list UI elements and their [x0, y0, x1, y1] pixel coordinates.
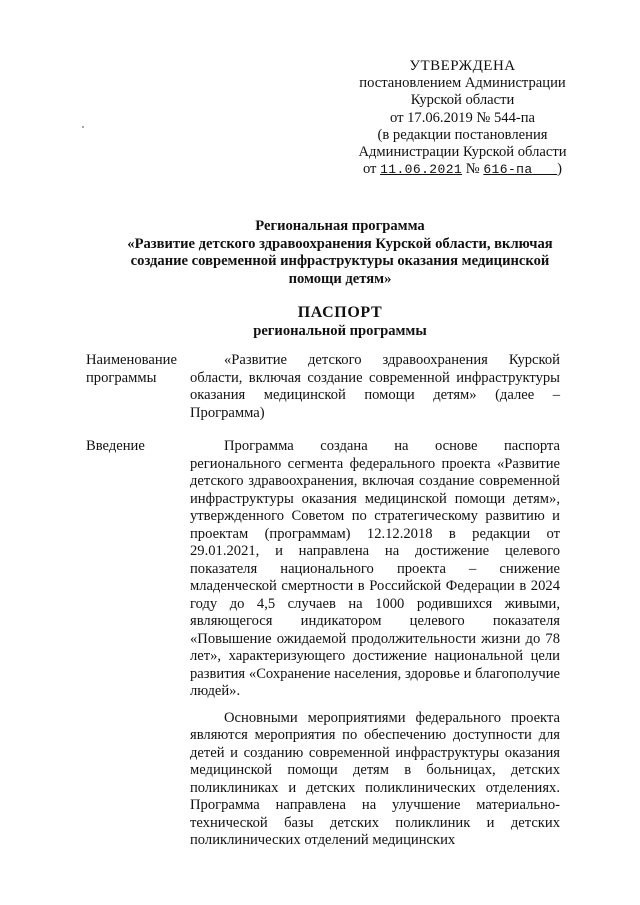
- program-title-line: помощи детям»: [288, 270, 392, 287]
- program-title-line: «Развитие детского здравоохранения Курской области, включая: [127, 235, 553, 252]
- edit-num-sign: №: [465, 161, 480, 178]
- approval-line: Администрации Курской области: [358, 144, 567, 161]
- approval-stamp: [350, 58, 575, 178]
- program-title-line: создание современной инфраструктуры оказания медицинской: [130, 253, 550, 270]
- row-content-intro: [190, 438, 560, 850]
- row-content-name: [190, 352, 560, 422]
- approval-line: (в редакции постановления: [377, 126, 548, 143]
- approval-title: УТВЕРЖДЕНА: [409, 58, 516, 74]
- approval-edit-line: [350, 161, 575, 178]
- edit-number: 616-па: [483, 162, 533, 178]
- intro-paragraph: Программа создана на основе паспорта регионального сегмента федерального проекта «Развитие детского здравоохранения, включая создание современной инфраструктуры оказания медицинской помощи детям», утвержденного Советом по стратегическому развитию и проектам (программам) 12.12.2018 в редакции от 29.01.2021, и направлена на достижение целевого показателя национального проекта – снижение младенческой смертности в Российской Федерации в 2024 году до 4,5 случаев на 1000 родившихся живыми, являющегося индикатором целевого показателя «Повышение ожидаемой продолжительности жизни до 78 лет», характеризующего достижение национальной цели развития «Сохранение населения, здоровье и благополучие людей».: [190, 438, 560, 699]
- scan-speck: [82, 126, 84, 128]
- program-title-line: Региональная программа: [255, 218, 425, 234]
- passport-title: ПАСПОРТ: [297, 304, 383, 321]
- row-label-name: Наименование программы: [86, 352, 177, 386]
- passport-subtitle: региональной программы: [253, 323, 427, 339]
- edit-suffix: ): [557, 161, 563, 178]
- row-label-intro: Введение: [86, 438, 145, 454]
- approval-line: постановлением Администрации: [359, 75, 566, 92]
- edit-prefix: от: [362, 161, 377, 178]
- edit-date: 11.06.2021: [380, 162, 463, 178]
- approval-line: Курской области: [410, 92, 515, 109]
- intro-paragraph: Основными мероприятиями федерального проекта являются мероприятия по обеспечению доступности для детей и созданию современной инфраструктуры оказания медицинской помощи детям в больницах, детских поликлиниках и детских поликлинических отделениях. Программа направлена на улучшение материально-технической базы детских поликлиник и детских поликлинических отделений медицинских: [190, 709, 560, 848]
- program-title: [60, 218, 620, 288]
- name-text: «Развитие детского здравоохранения Курской области, включая создание современной инфраструктуры оказания медицинской помощи детям» (далее – Программа): [190, 352, 560, 421]
- approval-line: от 17.06.2019 № 544-па: [389, 109, 536, 126]
